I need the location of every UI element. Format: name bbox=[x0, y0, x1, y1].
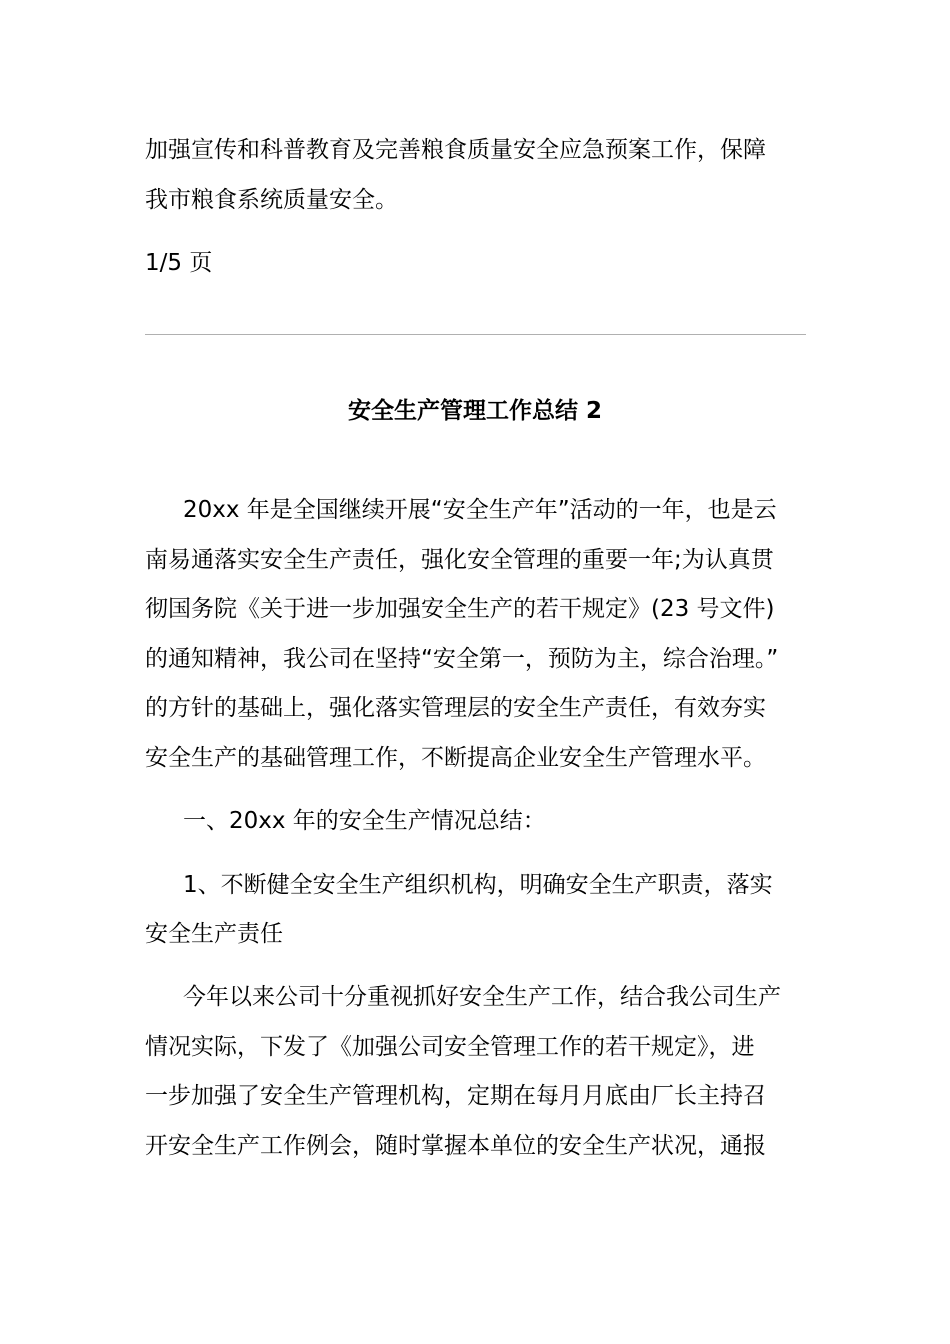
paragraph-line: 南易通落实安全生产责任，强化安全管理的重要一年;为认真贯 bbox=[145, 547, 774, 573]
heading-1: 一、20xx 年的安全生产情况总结： bbox=[183, 808, 546, 834]
paragraph-line: 今年以来公司十分重视抓好安全生产工作，结合我公司生产 bbox=[183, 984, 781, 1010]
list-item-line: 1、不断健全安全生产组织机构，明确安全生产职责，落实 bbox=[183, 872, 773, 898]
paragraph-line: 的通知精神，我公司在坚持“安全第一，预防为主，综合治理。” bbox=[145, 646, 779, 672]
paragraph-line: 安全生产的基础管理工作，不断提高企业安全生产管理水平。 bbox=[145, 745, 766, 771]
paragraph-line: 开安全生产工作例会，随时掌握本单位的安全生产状况，通报 bbox=[145, 1133, 766, 1159]
page-number: 1/5 页 bbox=[145, 250, 213, 276]
paragraph-line: 一步加强了安全生产管理机构，定期在每月月底由厂长主持召 bbox=[145, 1083, 766, 1109]
list-item-line: 安全生产责任 bbox=[145, 921, 283, 947]
paragraph-line: 彻国务院《关于进一步加强安全生产的若干规定》(23 号文件) bbox=[145, 596, 775, 622]
paragraph-line: 情况实际，下发了《加强公司安全管理工作的若干规定》，进 bbox=[145, 1034, 755, 1060]
section-title: 安全生产管理工作总结 2 bbox=[347, 398, 602, 424]
paragraph-line: 20xx 年是全国继续开展“安全生产年”活动的一年，也是云 bbox=[183, 497, 777, 523]
page-divider bbox=[145, 334, 806, 335]
paragraph-line: 的方针的基础上，强化落实管理层的安全生产责任，有效夯实 bbox=[145, 695, 766, 721]
paragraph-line: 我市粮食系统质量安全。 bbox=[145, 187, 398, 213]
paragraph-line: 加强宣传和科普教育及完善粮食质量安全应急预案工作，保障 bbox=[145, 137, 766, 163]
